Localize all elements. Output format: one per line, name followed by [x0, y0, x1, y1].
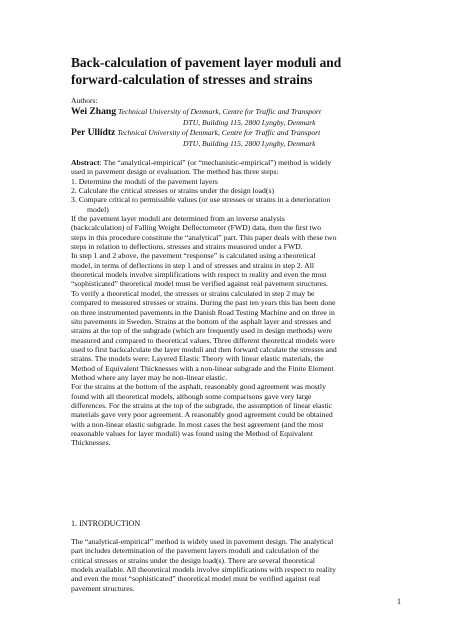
abstract-para-line: If the pavement layer moduli are determined from an inverse analysis: [71, 214, 285, 224]
intro-line: The “analytical-empirical” method is widely used in pavement design. The analytical: [71, 537, 334, 546]
abstract: [71, 158, 416, 448]
step-item: 1. Determine the moduli of the pavement layers: [71, 176, 218, 186]
author-block: [71, 128, 320, 150]
authors-label: Authors:: [71, 96, 98, 105]
abstract-para-line: Method of Equivalent Thicknesses with a non-linear subgrade and the Finite Element: [71, 363, 334, 373]
abstract-intro-line: [71, 158, 416, 167]
intro-paragraph: [71, 537, 416, 593]
step-item-continuation: model): [87, 204, 109, 214]
author-name: Wei Zhang: [71, 106, 117, 117]
abstract-para-line: situ pavements in Sweden. Strains at the bottom of the asphalt layer and stresses and: [71, 316, 331, 326]
step-item: 3. Compare critical to permissible values (or use stresses or strains in a deterioration: [71, 195, 331, 205]
abstract-para-line: measured and compared to theoretical values. Three different theoretical models were: [71, 335, 335, 345]
intro-line: critical stresses or strains under the design load(s). There are several theoretical: [71, 555, 316, 565]
abstract-para-line: model, in terms of deflections in step 1 and of stresses and strains in step 2. All: [71, 260, 314, 270]
abstract-para-line: To verify a theoretical model, the stresses or strains calculated in step 2 may be: [71, 288, 315, 298]
title-line: Back-calculation of pavement layer moduli and: [71, 55, 342, 70]
abstract-para-line: strains at the top of the subgrade (which are frequently used in design methods) were: [71, 326, 333, 336]
page-number: 1: [397, 597, 401, 606]
abstract-para-line: “sophisticated” theoretical model must be verified against real pavement structures.: [71, 279, 329, 289]
step-item: 2. Calculate the critical stresses or strains under the design load(s): [71, 186, 275, 196]
abstract-para-line: reasonable values for layer moduli) was found using the Method of Equivalent: [71, 428, 313, 438]
paper-title: [71, 54, 431, 88]
abstract-para-line: used to first backcalculate the layer moduli and then forward calculate the stresses and: [71, 344, 337, 354]
abstract-para-line: For the strains at the bottom of the asphalt, reasonably good agreement was mostly: [71, 382, 326, 392]
abstract-para-line: strains. The models were: Layered Elastic Theory with linear elastic materials, the: [71, 354, 324, 364]
intro-line: models available. All theoretical models involve simplifications with respect to reality: [71, 565, 336, 575]
abstract-para-line: steps in relation to deflections, stresses and strains measured under a FWD.: [71, 242, 303, 252]
abstract-para-line: Thicknesses.: [71, 438, 111, 448]
abstract-para-line: found with all theoretical models, although some comparisons gave very large: [71, 391, 312, 401]
abstract-para-line: In step 1 and 2 above, the pavement “response” is calculated using a theoretical: [71, 251, 316, 261]
abstract-label: Abstract: [71, 158, 100, 167]
intro-line: part includes determination of the pavement layers moduli and calculation of the: [71, 546, 319, 556]
author-affiliation-line2: DTU, Building 115, 2800 Lyngby, Denmark: [183, 118, 316, 127]
abstract-para-line: with a non-linear elastic subgrade. In most cases the best agreement (and the most: [71, 419, 324, 429]
author-affiliation: Technical University of Denmark, Centre for Traffic and Transport: [117, 107, 321, 116]
abstract-para-line: theoretical models involve simplifications with respect to reality and even the most: [71, 270, 327, 280]
intro-line: pavement structures.: [71, 583, 135, 593]
intro-line: and even the most “sophisticated” theoretical model must be verified against real: [71, 574, 321, 584]
abstract-intro-line: used in pavement design or evaluation. The method has three steps:: [71, 167, 279, 177]
abstract-para-line: (backcalculation) of Falling Weight Deflectometer (FWD) data, then the first two: [71, 223, 322, 233]
abstract-para-line: Method where any layer may be non-linear elastic.: [71, 372, 228, 382]
abstract-para-line: steps in this procedure constitute the “analytical” part. This paper deals with these two: [71, 232, 337, 242]
abstract-para-line: on three instrumented pavements in the Danish Road Testing Machine and on three in: [71, 307, 335, 317]
title-line: forward-calculation of stresses and strains: [71, 72, 313, 87]
author-affiliation-line2: DTU, Building 115, 2800 Lyngby, Denmark: [183, 139, 316, 148]
author-block: [71, 107, 321, 129]
abstract-para-line: materials gave very poor agreement. A reasonably good agreement could be obtained: [71, 410, 333, 420]
abstract-intro-text: : The “analytical-empirical” (or “mechanistic-empirical”) method is widely: [99, 158, 332, 167]
author-affiliation: Technical University of Denmark, Centre for Traffic and Transport: [117, 128, 321, 137]
author-name: Per Ullidtz: [71, 127, 116, 138]
abstract-para-line: compared to measured stresses or strains. During the past ten years this has been done: [71, 298, 336, 308]
section-heading: 1. INTRODUCTION: [71, 519, 141, 528]
abstract-para-line: differences. For the strains at the top of the subgrade, the assumption of linear elastic: [71, 400, 333, 410]
